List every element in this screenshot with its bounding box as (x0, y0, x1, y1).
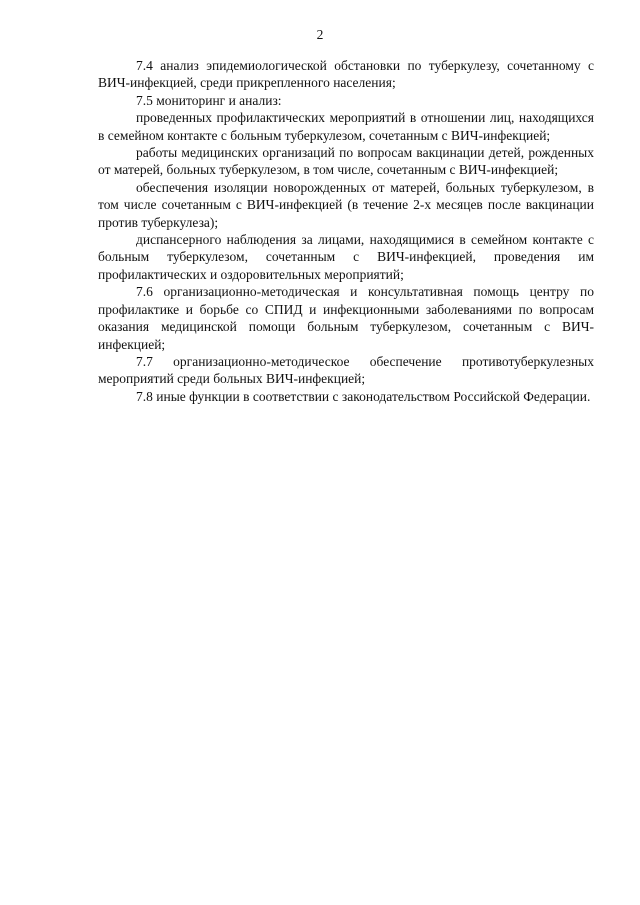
paragraph-7-7: 7.7 организационно-методическое обеспечение противотуберкулезных мероприятий среди больных ВИЧ-инфекцией; (98, 353, 594, 387)
page-number: 2 (316, 27, 324, 42)
paragraph-7-5-newborn-isolation: обеспечения изоляции новорожденных от матерей, больных туберкулезом, в том числе сочетанным с ВИЧ-инфекцией (в течение 2-х месяцев после вакцинации против туберкулеза); (98, 179, 594, 230)
paragraph-7-5-preventive-measures: проведенных профилактических мероприятий в отношении лиц, находящихся в семейном контакте с больным туберкулезом, сочетанным с ВИЧ-инфекцией; (98, 110, 594, 143)
paragraph-7-8: 7.8 иные функции в соответствии с законодательством Российской Федерации. (136, 388, 591, 404)
paragraph-7-6: 7.6 организационно-методическая и консультативная помощь центру по профилактике и борьбе со СПИД и инфекционными заболеваниями по вопросам оказания медицинской помощи больным туберкулезом, сочетанным с ВИЧ-инфекцией; (98, 284, 594, 352)
paragraph-7-5-vaccination-work: работы медицинских организаций по вопросам вакцинации детей, рожденных от матерей, больных туберкулезом, в том числе, сочетанным с ВИЧ-инфекцией; (98, 145, 594, 178)
paragraph-7-5-dispensary-observation: диспансерного наблюдения за лицами, находящимися в семейном контакте с больным туберкулезом, сочетанным с ВИЧ-инфекцией, проведения им профилактических и оздоровительных мероприятий; (98, 232, 594, 282)
document-body (98, 57, 594, 405)
paragraph-7-5: 7.5 мониторинг и анализ: (136, 92, 282, 108)
paragraph-7-4: 7.4 анализ эпидемиологической обстановки по туберкулезу, сочетанному с ВИЧ-инфекцией, среди прикрепленного населения; (98, 58, 594, 91)
